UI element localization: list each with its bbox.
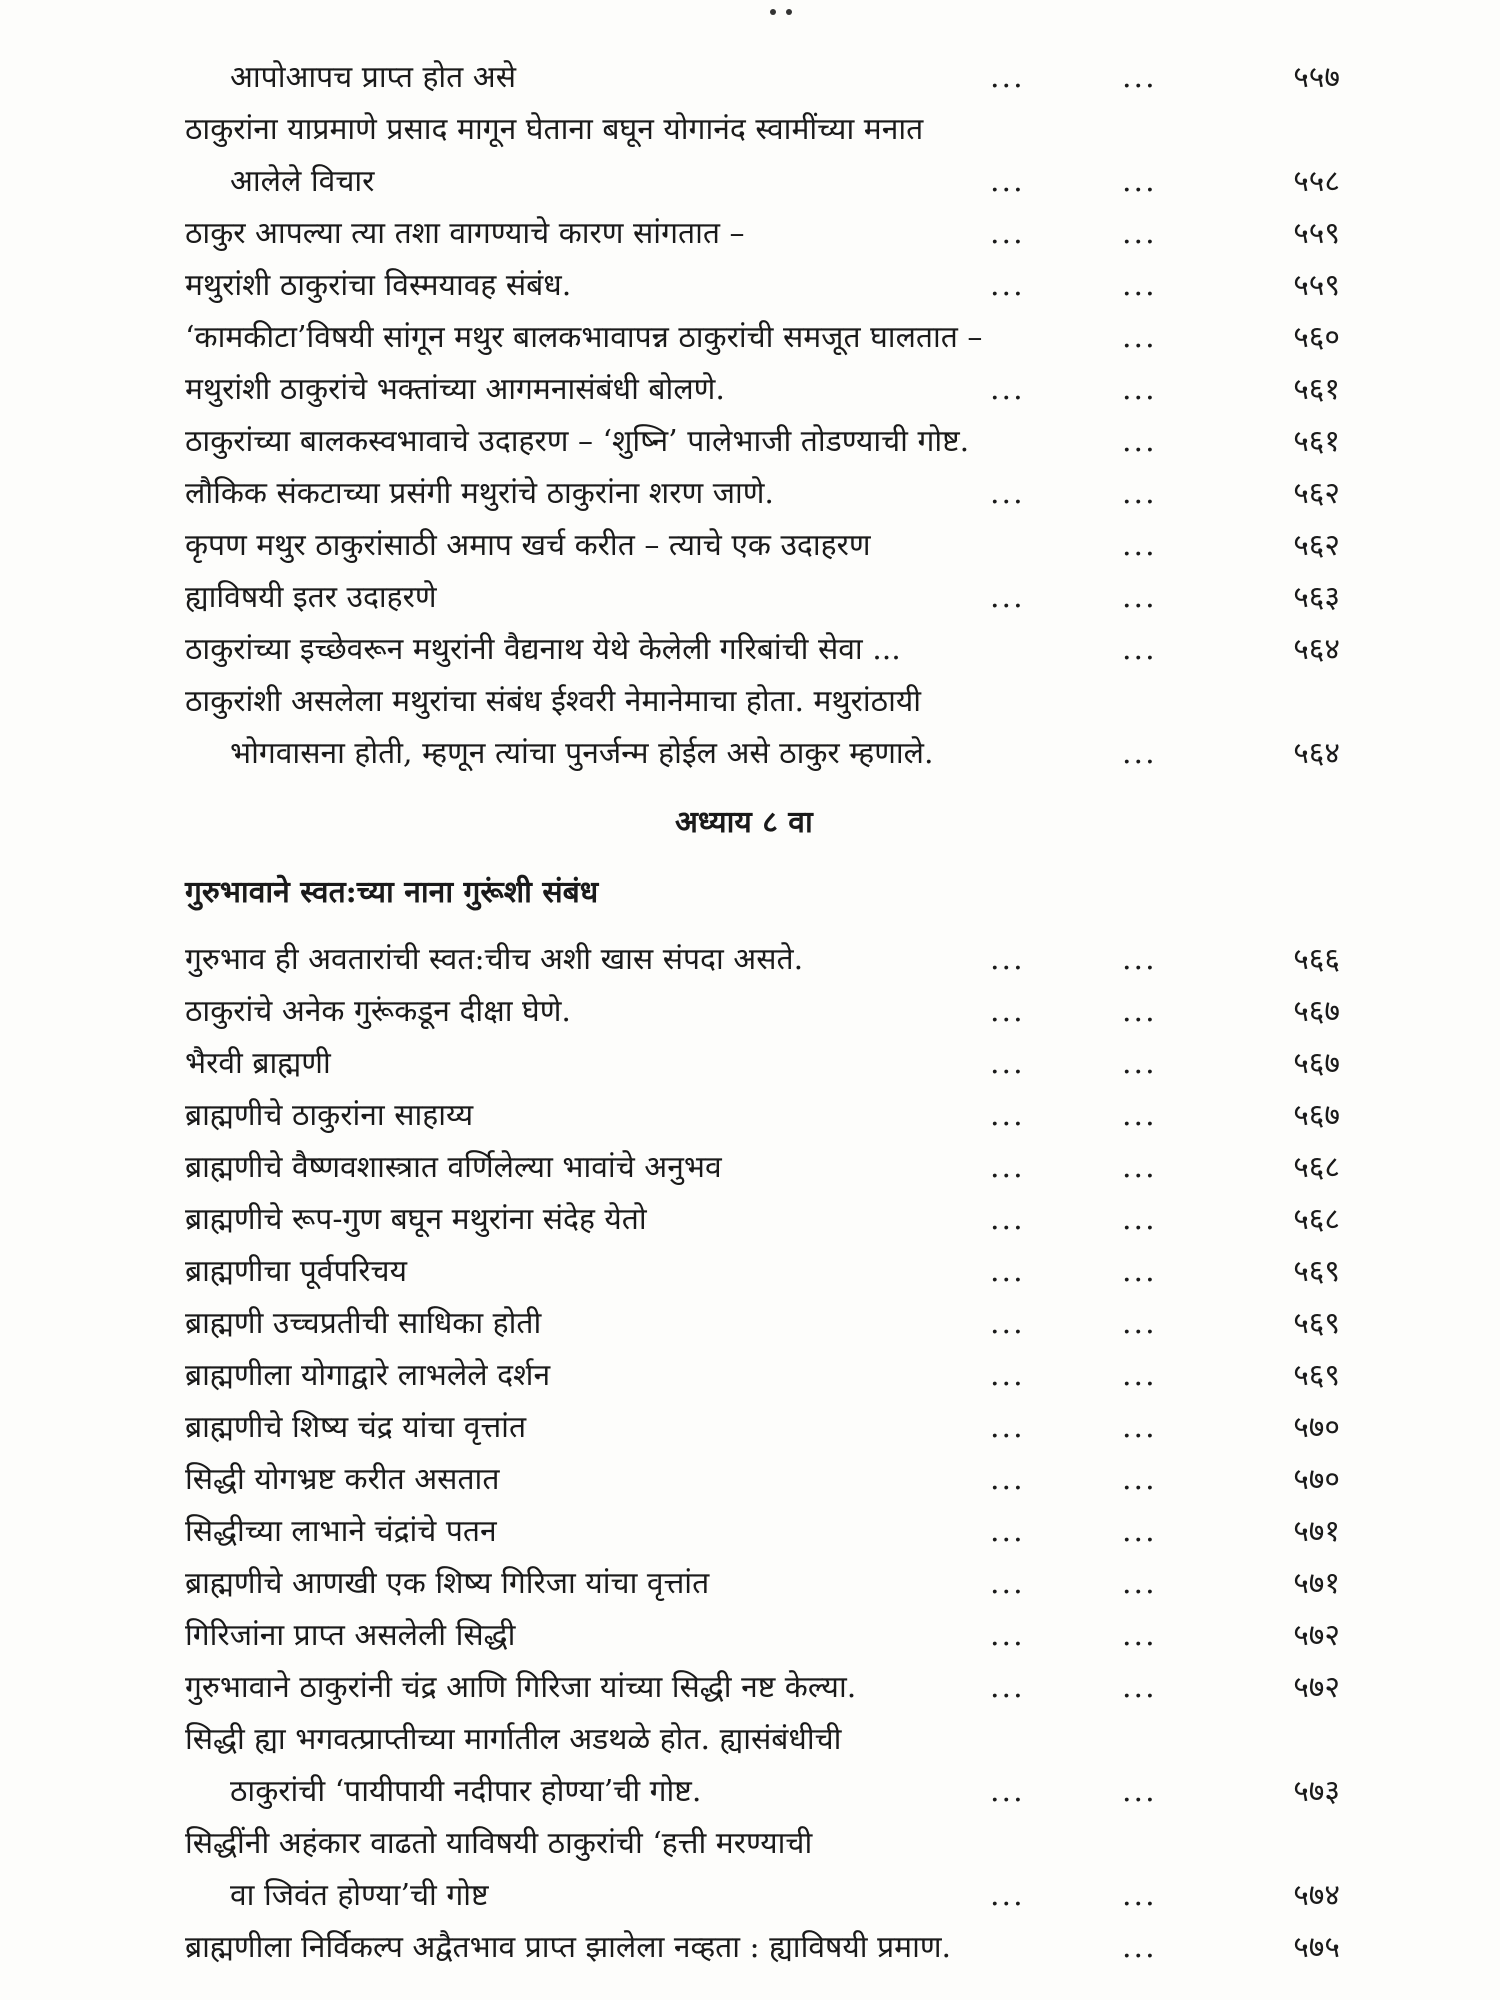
toc-entry-title: ब्राह्मणीचे शिष्य चंद्र यांचा वृत्तांत [185,1410,527,1445]
toc-entry [0,1558,1500,1610]
toc-entry [0,1870,1500,1922]
toc-entry [0,1246,1500,1298]
toc-entry-title: ब्राह्मणीचा पूर्वपरिचय [185,1254,407,1289]
toc-entry-title: भैरवी ब्राह्मणी [185,1046,331,1081]
toc-entry-title: सिद्धी योगभ्रष्ट करीत असतात [185,1462,500,1497]
toc-entry-title: ब्राह्मणीला निर्विकल्प अद्वैतभाव प्राप्त झालेला नव्हता : ह्याविषयी प्रमाण. [185,1930,952,1965]
page-number: ५६९ [1293,1254,1340,1289]
toc-entry-title: ठाकुरांशी असलेला मथुरांचा संबंध ईश्वरी नेमानेमाचा होता. मथुरांठायी [185,684,922,719]
page-number: ५६१ [1293,372,1340,407]
toc-entry [0,1298,1500,1350]
leader-dots: ... [990,216,1025,251]
toc-entry-title: लौकिक संकटाच्या प्रसंगी मथुरांचे ठाकुरांना शरण जाणे. [185,476,774,511]
toc-entry [0,624,1500,676]
leader-dots: ... [990,1618,1025,1653]
leader-dots: ... [1122,1462,1157,1497]
toc-entry-title: ठाकुर आपल्या त्या तशा वागण्याचे कारण सांगतात – [185,216,745,251]
leader-dots: ... [990,1670,1025,1705]
toc-entry-title: मथुरांशी ठाकुरांचे भक्तांच्या आगमनासंबंधी बोलणे. [185,372,725,407]
leader-dots: ... [990,268,1025,303]
toc-entry-title: ह्याविषयी इतर उदाहरणे [185,580,437,615]
page-number: ५५७ [1293,60,1340,95]
page-number: ५६२ [1293,476,1340,511]
table-of-contents [0,52,1500,1974]
toc-entry [0,208,1500,260]
toc-entry-title: सिद्धीच्या लाभाने चंद्रांचे पतन [185,1514,497,1549]
leader-dots: ... [990,60,1025,95]
page-number: ५६४ [1293,632,1340,667]
leader-dots: ... [1122,1670,1157,1705]
leader-dots: ... [1122,476,1157,511]
leader-dots: ... [990,1098,1025,1133]
toc-entry-title: वा जिवंत होण्या’ची गोष्ट [230,1878,489,1913]
toc-entry [0,52,1500,104]
toc-entry-title: आपोआपच प्राप्त होत असे [230,60,517,95]
leader-dots: ... [1122,1046,1157,1081]
page-number: ५७१ [1293,1566,1340,1601]
toc-list-continued [0,52,1500,780]
leader-dots: ... [1122,1774,1157,1809]
leader-dots: ... [1122,632,1157,667]
page-number: ५६८ [1293,1202,1340,1237]
leader-dots: ... [1122,1098,1157,1133]
leader-dots: ... [990,994,1025,1029]
toc-entry-title: ब्राह्मणी उच्चप्रतीची साधिका होती [185,1306,542,1341]
toc-entry-title: सिद्धींनी अहंकार वाढतो याविषयी ठाकुरांची ‘हत्ती मरण्याची [185,1826,813,1861]
toc-entry-title: ठाकुरांचे अनेक गुरूंकडून दीक्षा घेणे. [185,994,571,1029]
toc-entry-title: ठाकुरांना याप्रमाणे प्रसाद मागून घेताना बघून योगानंद स्वामींच्या मनात [185,112,924,147]
toc-entry [0,364,1500,416]
toc-entry [0,934,1500,986]
leader-dots: ... [1122,372,1157,407]
toc-entry [0,572,1500,624]
leader-dots: ... [990,372,1025,407]
leader-dots: ... [1122,1930,1157,1965]
leader-dots: ... [990,1202,1025,1237]
leader-dots: ... [1122,1254,1157,1289]
page-number: ५६१ [1293,424,1340,459]
leader-dots: ... [990,1410,1025,1445]
toc-entry-title: ब्राह्मणीचे आणखी एक शिष्य गिरिजा यांचा वृत्तांत [185,1566,710,1601]
chapter-heading: अध्याय ८ वा [675,805,813,840]
page-number: ५६७ [1293,1098,1340,1133]
toc-entry-title: सिद्धी ह्या भगवत्प्राप्तीच्या मार्गातील अडथळे होत. ह्यासंबंधीची [185,1722,842,1757]
leader-dots: ... [1122,1358,1157,1393]
page-number: ५७४ [1293,1878,1340,1913]
leader-dots: ... [990,1150,1025,1185]
toc-entry [0,1922,1500,1974]
leader-dots: ... [1122,1566,1157,1601]
leader-dots: ... [990,1306,1025,1341]
leader-dots: ... [990,1566,1025,1601]
toc-entry [0,520,1500,572]
page-number: ५६७ [1293,994,1340,1029]
toc-entry-title: ठाकुरांच्या बालकस्वभावाचे उदाहरण – ‘शुष्नि’ पालेभाजी तोडण्याची गोष्ट. [185,424,970,459]
toc-entry-title: ब्राह्मणीचे ठाकुरांना साहाय्य [185,1098,474,1133]
toc-entry-title: ब्राह्मणीला योगाद्वारे लाभलेले दर्शन [185,1358,551,1393]
leader-dots: ... [1122,1202,1157,1237]
toc-entry [0,986,1500,1038]
leader-dots: ... [1122,528,1157,563]
leader-dots: ... [990,1462,1025,1497]
leader-dots: ... [990,1046,1025,1081]
page-number: ५६९ [1293,1358,1340,1393]
toc-entry [0,1402,1500,1454]
page-number: ५७१ [1293,1514,1340,1549]
page-number: ५५८ [1293,164,1340,199]
leader-dots: ... [1122,60,1157,95]
toc-entry [0,468,1500,520]
leader-dots: ... [990,1254,1025,1289]
toc-entry [0,1454,1500,1506]
page-number: ५६६ [1293,942,1340,977]
page-number: ५७३ [1293,1774,1340,1809]
leader-dots: ... [1122,216,1157,251]
toc-entry [0,1714,1500,1766]
page-number: ५६९ [1293,1306,1340,1341]
page-number: ५५९ [1293,268,1340,303]
toc-entry [0,1662,1500,1714]
leader-dots: ... [1122,580,1157,615]
leader-dots: ... [1122,164,1157,199]
leader-dots: ... [1122,942,1157,977]
leader-dots: ... [1122,424,1157,459]
top-margin-mark [770,0,810,8]
page-number: ५७० [1293,1410,1340,1445]
page-number: ५७५ [1293,1930,1340,1965]
leader-dots: ... [990,942,1025,977]
leader-dots: ... [1122,1150,1157,1185]
leader-dots: ... [1122,736,1157,771]
toc-entry-title: भोगवासना होती, म्हणून त्यांचा पुनर्जन्म होईल असे ठाकुर म्हणाले. [230,736,934,771]
toc-entry [0,104,1500,156]
toc-entry [0,1194,1500,1246]
leader-dots: ... [990,164,1025,199]
leader-dots: ... [1122,1410,1157,1445]
toc-entry [0,1506,1500,1558]
toc-entry-title: ब्राह्मणीचे रूप-गुण बघून मथुरांना संदेह येतो [185,1202,647,1237]
leader-dots: ... [990,476,1025,511]
toc-entry [0,260,1500,312]
leader-dots: ... [1122,1618,1157,1653]
toc-entry-title: ब्राह्मणीचे वैष्णवशास्त्रात वर्णिलेल्या भावांचे अनुभव [185,1150,722,1185]
leader-dots: ... [1122,994,1157,1029]
toc-entry-title: कृपण मथुर ठाकुरांसाठी अमाप खर्च करीत – त्याचे एक उदाहरण [185,528,871,563]
toc-entry [0,1766,1500,1818]
page-number: ५७२ [1293,1618,1340,1653]
leader-dots: ... [1122,1514,1157,1549]
toc-entry [0,1142,1500,1194]
leader-dots: ... [990,580,1025,615]
page-number: ५६८ [1293,1150,1340,1185]
toc-entry-title: गुरुभाव ही अवतारांची स्वत:चीच अशी खास संपदा असते. [185,942,804,977]
toc-entry [0,1818,1500,1870]
leader-dots: ... [990,1774,1025,1809]
toc-entry [0,676,1500,728]
toc-entry [0,1090,1500,1142]
page-number: ५७० [1293,1462,1340,1497]
toc-entry [0,156,1500,208]
leader-dots: ... [1122,268,1157,303]
leader-dots: ... [990,1358,1025,1393]
toc-entry-title: ठाकुरांच्या इच्छेवरून मथुरांनी वैद्यनाथ येथे केलेली गरिबांची सेवा ... [185,632,901,667]
toc-entry-title: आलेले विचार [230,164,375,199]
page-number: ५६० [1293,320,1340,355]
page-number: ५६२ [1293,528,1340,563]
page-number: ५६३ [1293,580,1340,615]
page-number: ५५९ [1293,216,1340,251]
leader-dots: ... [1122,1306,1157,1341]
toc-entry-title: मथुरांशी ठाकुरांचा विस्मयावह संबंध. [185,268,572,303]
section-heading: गुरुभावाने स्वत:च्या नाना गुरूंशी संबंध [185,875,599,910]
toc-entry-title: गिरिजांना प्राप्त असलेली सिद्धी [185,1618,516,1653]
page-number: ५६७ [1293,1046,1340,1081]
leader-dots: ... [1122,1878,1157,1913]
leader-dots: ... [990,1514,1025,1549]
leader-dots: ... [1122,320,1157,355]
toc-list-chapter-8 [0,934,1500,1974]
toc-entry [0,1610,1500,1662]
toc-entry [0,416,1500,468]
toc-entry [0,1350,1500,1402]
toc-entry [0,1038,1500,1090]
toc-entry [0,312,1500,364]
toc-entry-title: ‘कामकीटा’विषयी सांगून मथुर बालकभावापन्न ठाकुरांची समजूत घालतात – [185,320,983,355]
leader-dots: ... [990,1878,1025,1913]
page-number: ५६४ [1293,736,1340,771]
toc-entry-title: ठाकुरांची ‘पायीपायी नदीपार होण्या’ची गोष्ट. [230,1774,702,1809]
toc-entry-title: गुरुभावाने ठाकुरांनी चंद्र आणि गिरिजा यांच्या सिद्धी नष्ट केल्या. [185,1670,857,1705]
toc-entry [0,728,1500,780]
page-number: ५७२ [1293,1670,1340,1705]
